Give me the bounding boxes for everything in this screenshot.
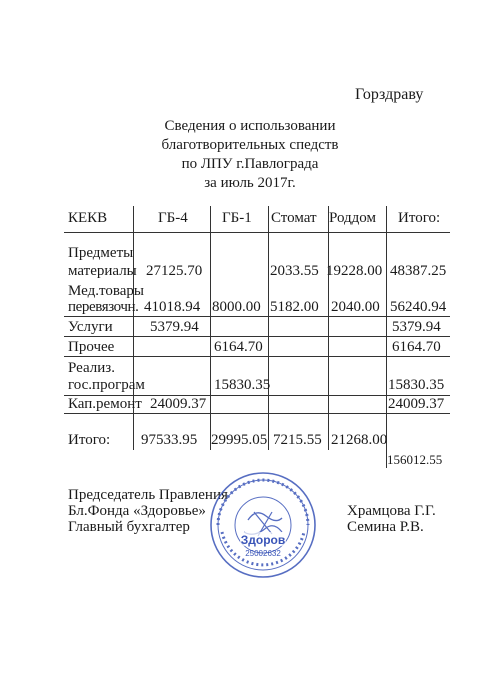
row-label: материалы: [68, 263, 137, 279]
header-rule: [64, 232, 450, 233]
column-rule: [210, 206, 211, 450]
col-header-roddom: Роддом: [329, 210, 377, 226]
column-rule: [328, 206, 329, 450]
row-label: Кап.ремонт: [68, 396, 142, 412]
title-line-3: по ЛПУ г.Павлограда: [181, 156, 319, 172]
column-rule: [268, 206, 269, 450]
cell-gb4: 5379.94: [150, 319, 199, 335]
round-seal-stamp: [208, 470, 318, 580]
row-label: Предметы: [68, 245, 134, 261]
row-label: Реализ.: [68, 360, 115, 376]
totals-label: Итого:: [68, 432, 111, 448]
col-header-kekv: КЕКВ: [68, 210, 108, 226]
cell-gb1: 8000.00: [212, 299, 261, 315]
cell-stomat: 2033.55: [270, 263, 319, 279]
col-header-gb4: ГБ-4: [158, 210, 188, 226]
cell-stomat: 5182.00: [270, 299, 319, 315]
signature-title-chairman: Председатель Правления: [68, 487, 228, 503]
column-rule: [386, 206, 387, 468]
grand-total: 156012.55: [387, 452, 443, 467]
total-stomat: 7215.55: [273, 432, 322, 448]
cell-gb1: 15830.35: [214, 377, 271, 393]
title-line-2: благотворительных спедств: [161, 137, 339, 153]
cell-total: 56240.94: [390, 299, 447, 315]
row-label: Услуги: [68, 319, 113, 335]
column-rule: [133, 206, 134, 450]
cell-total: 48387.25: [390, 263, 447, 279]
row-rule: [64, 316, 450, 317]
title-line-1: Сведения о использовании: [164, 118, 336, 134]
recipient: Горздраву: [355, 86, 424, 103]
cell-roddom: 19228.00: [326, 263, 383, 279]
signature-title-fund: Бл.Фонда «Здоровье»: [68, 503, 206, 519]
cell-total: 15830.35: [388, 377, 445, 393]
title-line-4: за июль 2017г.: [204, 175, 296, 191]
total-gb4: 97533.95: [141, 432, 198, 448]
cell-gb1: 6164.70: [214, 339, 263, 355]
seal-code: 25002632: [245, 549, 281, 558]
cell-total: 6164.70: [392, 339, 441, 355]
cell-total: 24009.37: [388, 396, 445, 412]
row-label: перевязочн.: [68, 299, 139, 315]
total-gb1: 29995.05: [211, 432, 268, 448]
cell-total: 5379.94: [392, 319, 441, 335]
cell-gb4: 27125.70: [146, 263, 203, 279]
signature-title-accountant: Главный бухгалтер: [68, 519, 190, 535]
total-roddom: 21268.00: [331, 432, 388, 448]
cell-gb4: 24009.37: [150, 396, 207, 412]
cell-roddom: 2040.00: [331, 299, 380, 315]
col-header-stomat: Стомат: [271, 210, 317, 226]
signature-name-accountant: Семина Р.В.: [347, 519, 424, 535]
row-rule: [64, 336, 450, 337]
col-header-total: Итого:: [398, 210, 441, 226]
row-label: Мед.товары: [68, 283, 144, 299]
signature-name-chairman: Храмцова Г.Г.: [347, 503, 436, 519]
seal-graphic: [208, 470, 318, 580]
seal-name: Здоров: [240, 533, 286, 547]
col-header-gb1: ГБ-1: [222, 210, 252, 226]
row-rule: [64, 413, 450, 414]
cell-gb4: 41018.94: [144, 299, 201, 315]
row-label: Прочее: [68, 339, 115, 355]
row-label: гос.програм: [68, 377, 145, 393]
row-rule: [64, 356, 450, 357]
